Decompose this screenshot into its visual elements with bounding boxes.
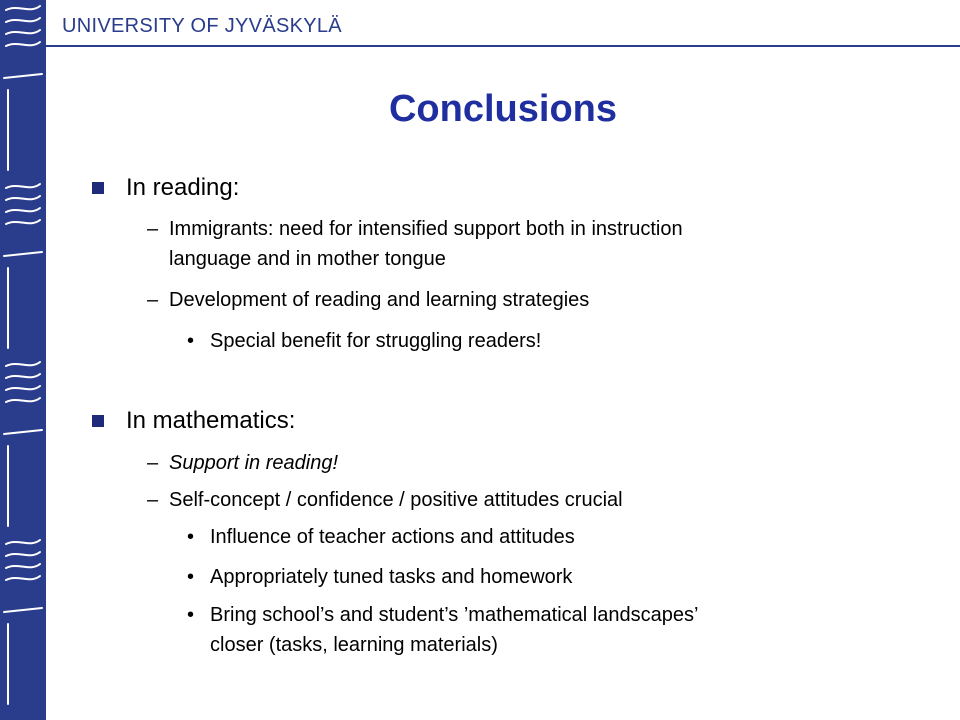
square-bullet-icon xyxy=(92,182,104,194)
math-item-1-label: Support in reading! xyxy=(169,452,339,474)
university-emblem-icon xyxy=(0,0,46,720)
dot-bullet-icon: • xyxy=(187,330,195,352)
square-bullet-icon xyxy=(92,415,104,427)
reading-item-1-line2: language and in mother tongue xyxy=(169,248,446,270)
bullet-reading-label: In reading: xyxy=(126,174,240,201)
reading-item-1 xyxy=(147,214,683,274)
dot-bullet-icon: • xyxy=(187,526,195,548)
bullet-math-label: In mathematics: xyxy=(126,407,296,434)
reading-sub-1 xyxy=(187,326,542,356)
bullet-math xyxy=(126,407,295,435)
math-sub-3-line1: Bring school’s and student’s ’mathematical landscapes’ xyxy=(210,604,699,626)
dash-bullet-icon: – xyxy=(147,489,159,511)
math-sub-1 xyxy=(187,522,575,552)
bullet-reading xyxy=(126,174,239,202)
reading-item-2-label: Development of reading and learning strategies xyxy=(169,289,590,311)
reading-sub-1-label: Special benefit for struggling readers! xyxy=(210,330,542,352)
math-sub-2 xyxy=(187,562,573,592)
math-item-2-label: Self-concept / confidence / positive attitudes crucial xyxy=(169,489,623,511)
dot-bullet-icon: • xyxy=(187,566,195,588)
math-sub-1-label: Influence of teacher actions and attitudes xyxy=(210,526,575,548)
header-divider xyxy=(46,45,960,47)
slide-title: Conclusions xyxy=(388,88,618,130)
math-item-2 xyxy=(147,485,623,515)
math-item-1 xyxy=(147,448,339,478)
math-sub-3 xyxy=(187,600,699,660)
sidebar-decoration xyxy=(0,0,46,720)
dash-bullet-icon: – xyxy=(147,289,159,311)
dot-bullet-icon: • xyxy=(187,604,195,626)
math-sub-3-line2: closer (tasks, learning materials) xyxy=(210,634,498,656)
dash-bullet-icon: – xyxy=(147,452,159,474)
reading-item-2 xyxy=(147,285,590,315)
math-sub-2-label: Appropriately tuned tasks and homework xyxy=(210,566,573,588)
dash-bullet-icon: – xyxy=(147,218,159,240)
university-name: UNIVERSITY OF JYVÄSKYLÄ xyxy=(62,15,342,37)
reading-item-1-line1: Immigrants: need for intensified support both in instruction xyxy=(169,218,683,240)
